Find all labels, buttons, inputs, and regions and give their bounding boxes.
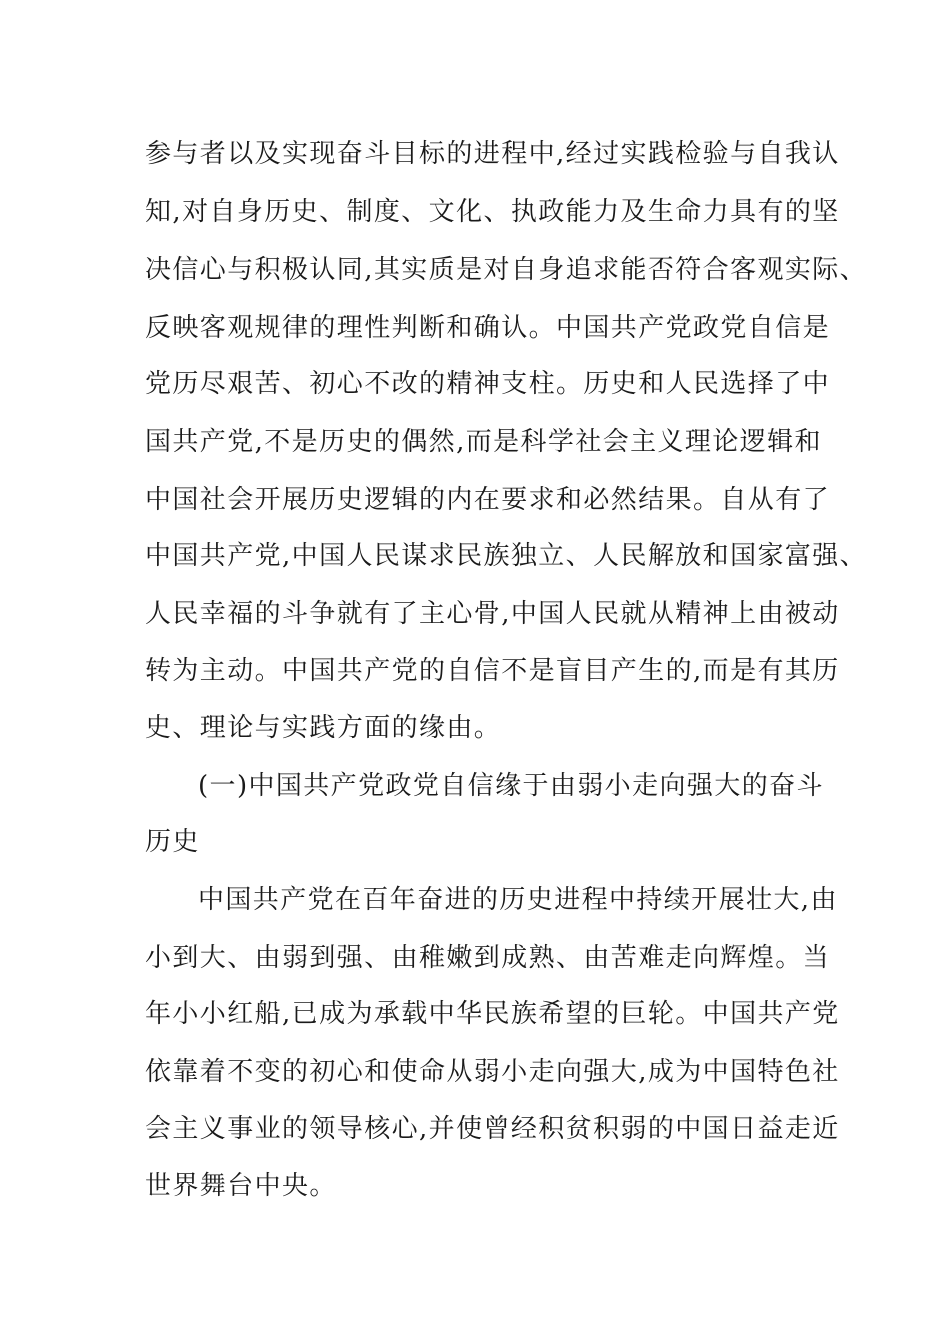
text-line: 决信心与积极认同,其实质是对自身追求能否符合客观实际、 xyxy=(145,255,868,285)
heading-line: 历史 xyxy=(145,827,200,857)
text-line: 中国社会开展历史逻辑的内在要求和必然结果。自从有了 xyxy=(145,485,831,515)
text-line: 人民幸福的斗争就有了主心骨,中国人民就从精神上由被动 xyxy=(145,599,840,629)
text-line: 世界舞台中央。 xyxy=(145,1171,337,1201)
text-line: 转为主动。中国共产党的自信不是盲目产生的,而是有其历 xyxy=(145,656,840,686)
text-line: 知,对自身历史、制度、文化、执政能力及生命力具有的坚 xyxy=(145,197,840,227)
text-line: 党历尽艰苦、初心不改的精神支柱。历史和人民选择了中 xyxy=(145,369,831,399)
text-line: 中国共产党在百年奋进的历史进程中持续开展壮大,由 xyxy=(198,885,838,915)
text-line: 会主义事业的领导核心,并使曾经积贫积弱的中国日益走近 xyxy=(145,1114,840,1144)
text-line: 国共产党,不是历史的偶然,而是科学社会主义理论逻辑和 xyxy=(145,427,822,457)
text-line: 依靠着不变的初心和使命从弱小走向强大,成为中国特色社 xyxy=(145,1057,840,1087)
text-line: 反映客观规律的理性判断和确认。中国共产党政党自信是 xyxy=(145,313,831,343)
text-line: 小到大、由弱到强、由稚嫩到成熟、由苦难走向辉煌。当 xyxy=(145,943,831,973)
text-line: 年小小红船,已成为承载中华民族希望的巨轮。中国共产党 xyxy=(145,999,840,1029)
text-line: 史、理论与实践方面的缘由。 xyxy=(145,713,502,743)
text-line: 参与者以及实现奋斗目标的进程中,经过实践检验与自我认 xyxy=(145,139,840,169)
heading-line: (一)中国共产党政党自信缘于由弱小走向强大的奋斗 xyxy=(198,771,824,801)
text-line: 中国共产党,中国人民谋求民族独立、人民解放和国家富强、 xyxy=(145,541,868,571)
